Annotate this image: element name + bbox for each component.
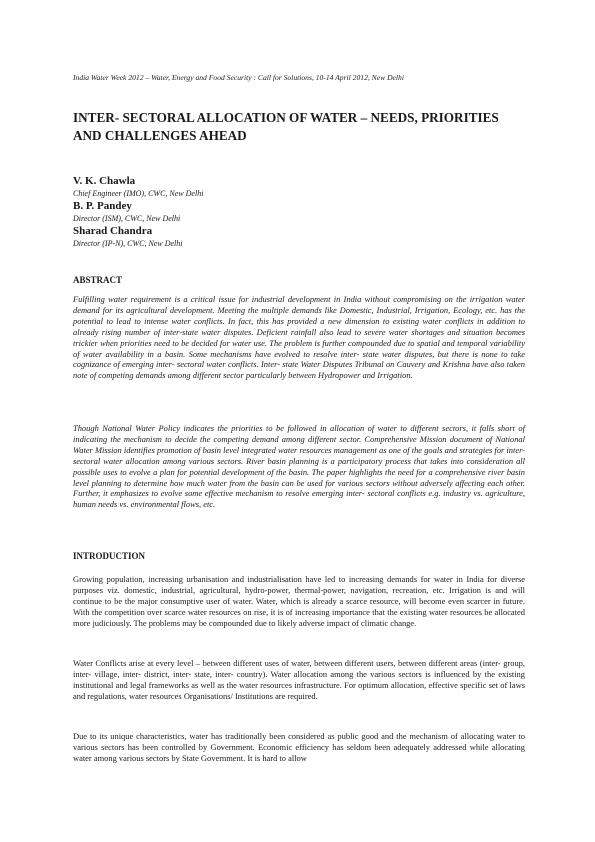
abstract-heading: ABSTRACT: [73, 275, 123, 285]
author-block: [73, 175, 525, 250]
author-affiliation: Director (IP-N), CWC, New Delhi: [73, 239, 183, 248]
running-header: India Water Week 2012 – Water, Energy and Food Security : Call for Solutions, 10-14 April 2012, New Delhi: [73, 73, 404, 82]
body-paragraph: Growing population, increasing urbanisation and industrialisation have led to increasing demands for water in India for diverse purposes viz. domestic, industrial, agricultural, hydro-power, thermal-power, navigation, recreation, etc. Irrigation is and will continue to be the major consumptive user of water. Water, which is already a scarce resource, will become even scarcer in future. With the competition over scarce water resources on rise, it is of increasing importance that the existing water resources be allocated more judiciously. The problems may be compounded due to likely adverse impact of climatic change.: [73, 574, 525, 628]
author-name: V. K. Chawla: [73, 175, 136, 187]
author-affiliation: Director (ISM), CWC, New Delhi: [73, 214, 181, 223]
body-paragraph: Water Conflicts arise at every level – between different uses of water, between different users, between different areas (inter- group, inter- village, inter- district, inter- state, inter- country). Water allocation among the various sectors is influenced by the existing institutional and legal frameworks as well as the water resources infrastructure. For optimum allocation, effective specific set of laws and regulations, water resources Organisations/ Institutions are required.: [73, 658, 525, 701]
author-name: B. P. Pandey: [73, 200, 132, 212]
author-entry: [73, 175, 525, 200]
author-entry: [73, 200, 525, 225]
author-affiliation: Chief Engineer (IMO), CWC, New Delhi: [73, 189, 204, 198]
abstract-paragraph: Fulfilling water requirement is a critical issue for industrial development in India without compromising on the irrigation water demand for its agricultural development. Meeting the multiple demands like Domestic, Industrial, Irrigation, Ecology, etc. has the potential to lead to intense water conflicts. In fact, this has provided a new dimension to existing water conflicts in addition to already rising number of inter-state water disputes. Deficient rainfall also lead to severe water shortages and situation becomes trickier when priorities need to be decided for water use. The problem is further compounded due to spatial and temporal variability of water availability in a basin. Some mechanisms have evolved to resolve inter- state water disputes, but there is none to take cognizance of emerging inter- sectoral water conflicts. Inter- state Water Disputes Tribunal on Cauvery and Krishna have also taken note of competing demands among different sector particularly between Hydropower and Irrigation.: [73, 294, 525, 381]
author-name: Sharad Chandra: [73, 225, 153, 237]
introduction-heading: INTRODUCTION: [73, 551, 146, 561]
paper-title: INTER- SECTORAL ALLOCATION OF WATER – NEEDS, PRIORITIES AND CHALLENGES AHEAD: [73, 110, 499, 143]
author-entry: [73, 225, 525, 250]
body-paragraph: Due to its unique characteristics, water has traditionally been considered as public good and the mechanism of allocating water to various sectors has been controlled by Government. Economic efficiency has seldom been adequately addressed while allocating water among various sectors by State Government. It is hard to allow: [73, 731, 525, 763]
abstract-paragraph: Though National Water Policy indicates the priorities to be followed in allocation of water to different sectors, it falls short of indicating the mechanism to decide the competing demand among different sector. Comprehensive Mission document of National Water Mission identifies promotion of basin level integrated water resources management as one of the goals and strategies for inter- sectoral water allocation among various sectors. River basin planning is a participatory process that takes into consideration all possible uses to evolve a plan for potential development of the basin. The paper highlights the need for a comprehensive river basin level planning to determine how much water from the basin can be used for various sectors without adversely affecting each other. Further, it emphasizes to evolve some effective mechanism to resolve emerging inter- sectoral conflicts e.g. industry vs. agriculture, human needs vs. environmental flows, etc.: [73, 423, 525, 510]
